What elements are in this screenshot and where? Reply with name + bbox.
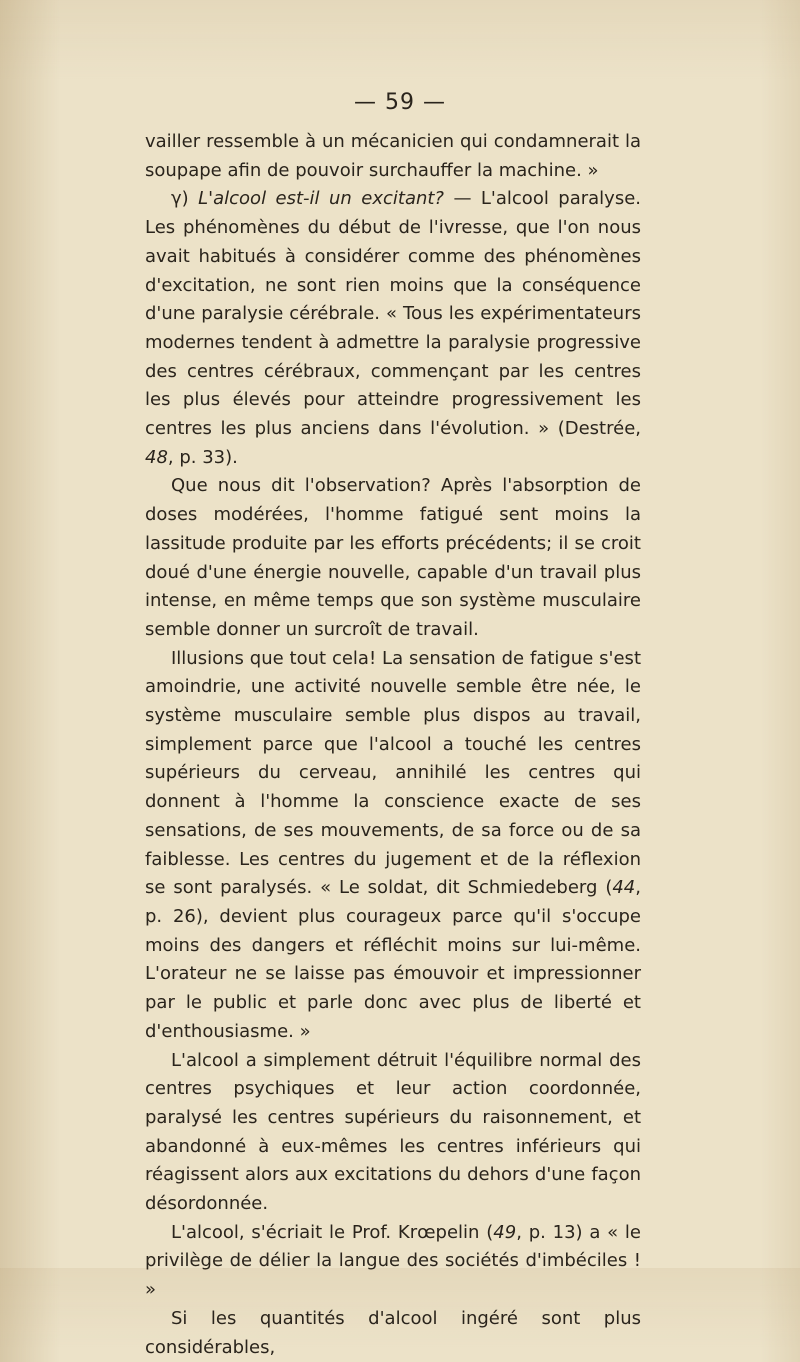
paragraph-text: γ)	[171, 188, 199, 210]
paragraph-text: L'alcool a simplement détruit l'équilibre normal des centres psychiques et leur action coordonnée, paralysé les centres supérieurs du raisonnement, et abandonné à eux-mêmes les centres inférieurs qui réagissent alors aux excitations du dehors d'une façon désordonnée.	[145, 1049, 641, 1215]
italic-text: 49	[493, 1221, 517, 1243]
paragraph	[145, 185, 641, 472]
paragraph-text: , p. 13) a « le privilège de délier la langue des sociétés d'imbéciles ! »	[145, 1221, 641, 1301]
italic-text: 48	[145, 446, 168, 468]
paragraph-text: — L'alcool paralyse. Les phénomènes du début de l'ivresse, que l'on nous avait habitués à considérer comme des phénomènes d'excitation, ne sont rien moins que la conséquence d'une paralysie cérébrale. « Tous les expérimentateurs modernes tendent à admettre la paralysie progressive des centres cérébraux, commençant par les centres les plus élevés pour atteindre progressivement les centres les plus anciens dans l'évolution. » (Destrée,	[145, 188, 642, 440]
page-number: — 59 —	[354, 90, 446, 115]
paragraph	[145, 1219, 641, 1305]
paragraph	[145, 1047, 641, 1219]
paragraph	[145, 1305, 641, 1362]
paragraph-text: Que nous dit l'observation? Après l'absorption de doses modérées, l'homme fatigué sent moins la lassitude produite par les efforts précédents; il se croit doué d'une énergie nouvelle, capable d'un travail plus intense, en même temps que son système musculaire semble donner un surcroît de travail.	[145, 475, 641, 640]
paragraph-text: L'alcool, s'écriait le Prof. Krœpelin (	[171, 1221, 494, 1243]
italic-text: 44	[612, 877, 636, 899]
paragraph-text: Si les quantités d'alcool ingéré sont plus considérables,	[145, 1307, 641, 1358]
paragraph-text: vailler ressemble à un mécanicien qui condamnerait la soupape afin de pouvoir surchauffer la machine. »	[145, 131, 641, 181]
paragraph-text: , p. 26), devient plus courageux parce qu'il s'occupe moins des dangers et réfléchit moins sur lui-même. L'orateur ne se laisse pas émouvoir et impressionner par le public et parle donc avec plus de liberté et d'enthousiasme. »	[145, 877, 641, 1042]
paragraph	[145, 128, 641, 185]
body-text	[145, 128, 641, 1362]
paragraph	[145, 472, 641, 644]
paragraph-text: Illusions que tout cela! La sensation de fatigue s'est amoindrie, une activité nouvelle semble être née, le système musculaire semble plus dispos au travail, simplement parce que l'alcool a touché les centres supérieurs du cerveau, annihilé les centres qui donnent à l'homme la conscience exacte de ses sensations, de ses mouvements, de sa force ou de sa faiblesse. Les centres du jugement et de la réflexion se sont paralysés. « Le soldat, dit Schmiedeberg (	[145, 647, 641, 899]
paragraph	[145, 645, 641, 1047]
italic-text: L'alcool est-il un excitant?	[198, 188, 444, 210]
paragraph-text: , p. 33).	[167, 446, 238, 468]
